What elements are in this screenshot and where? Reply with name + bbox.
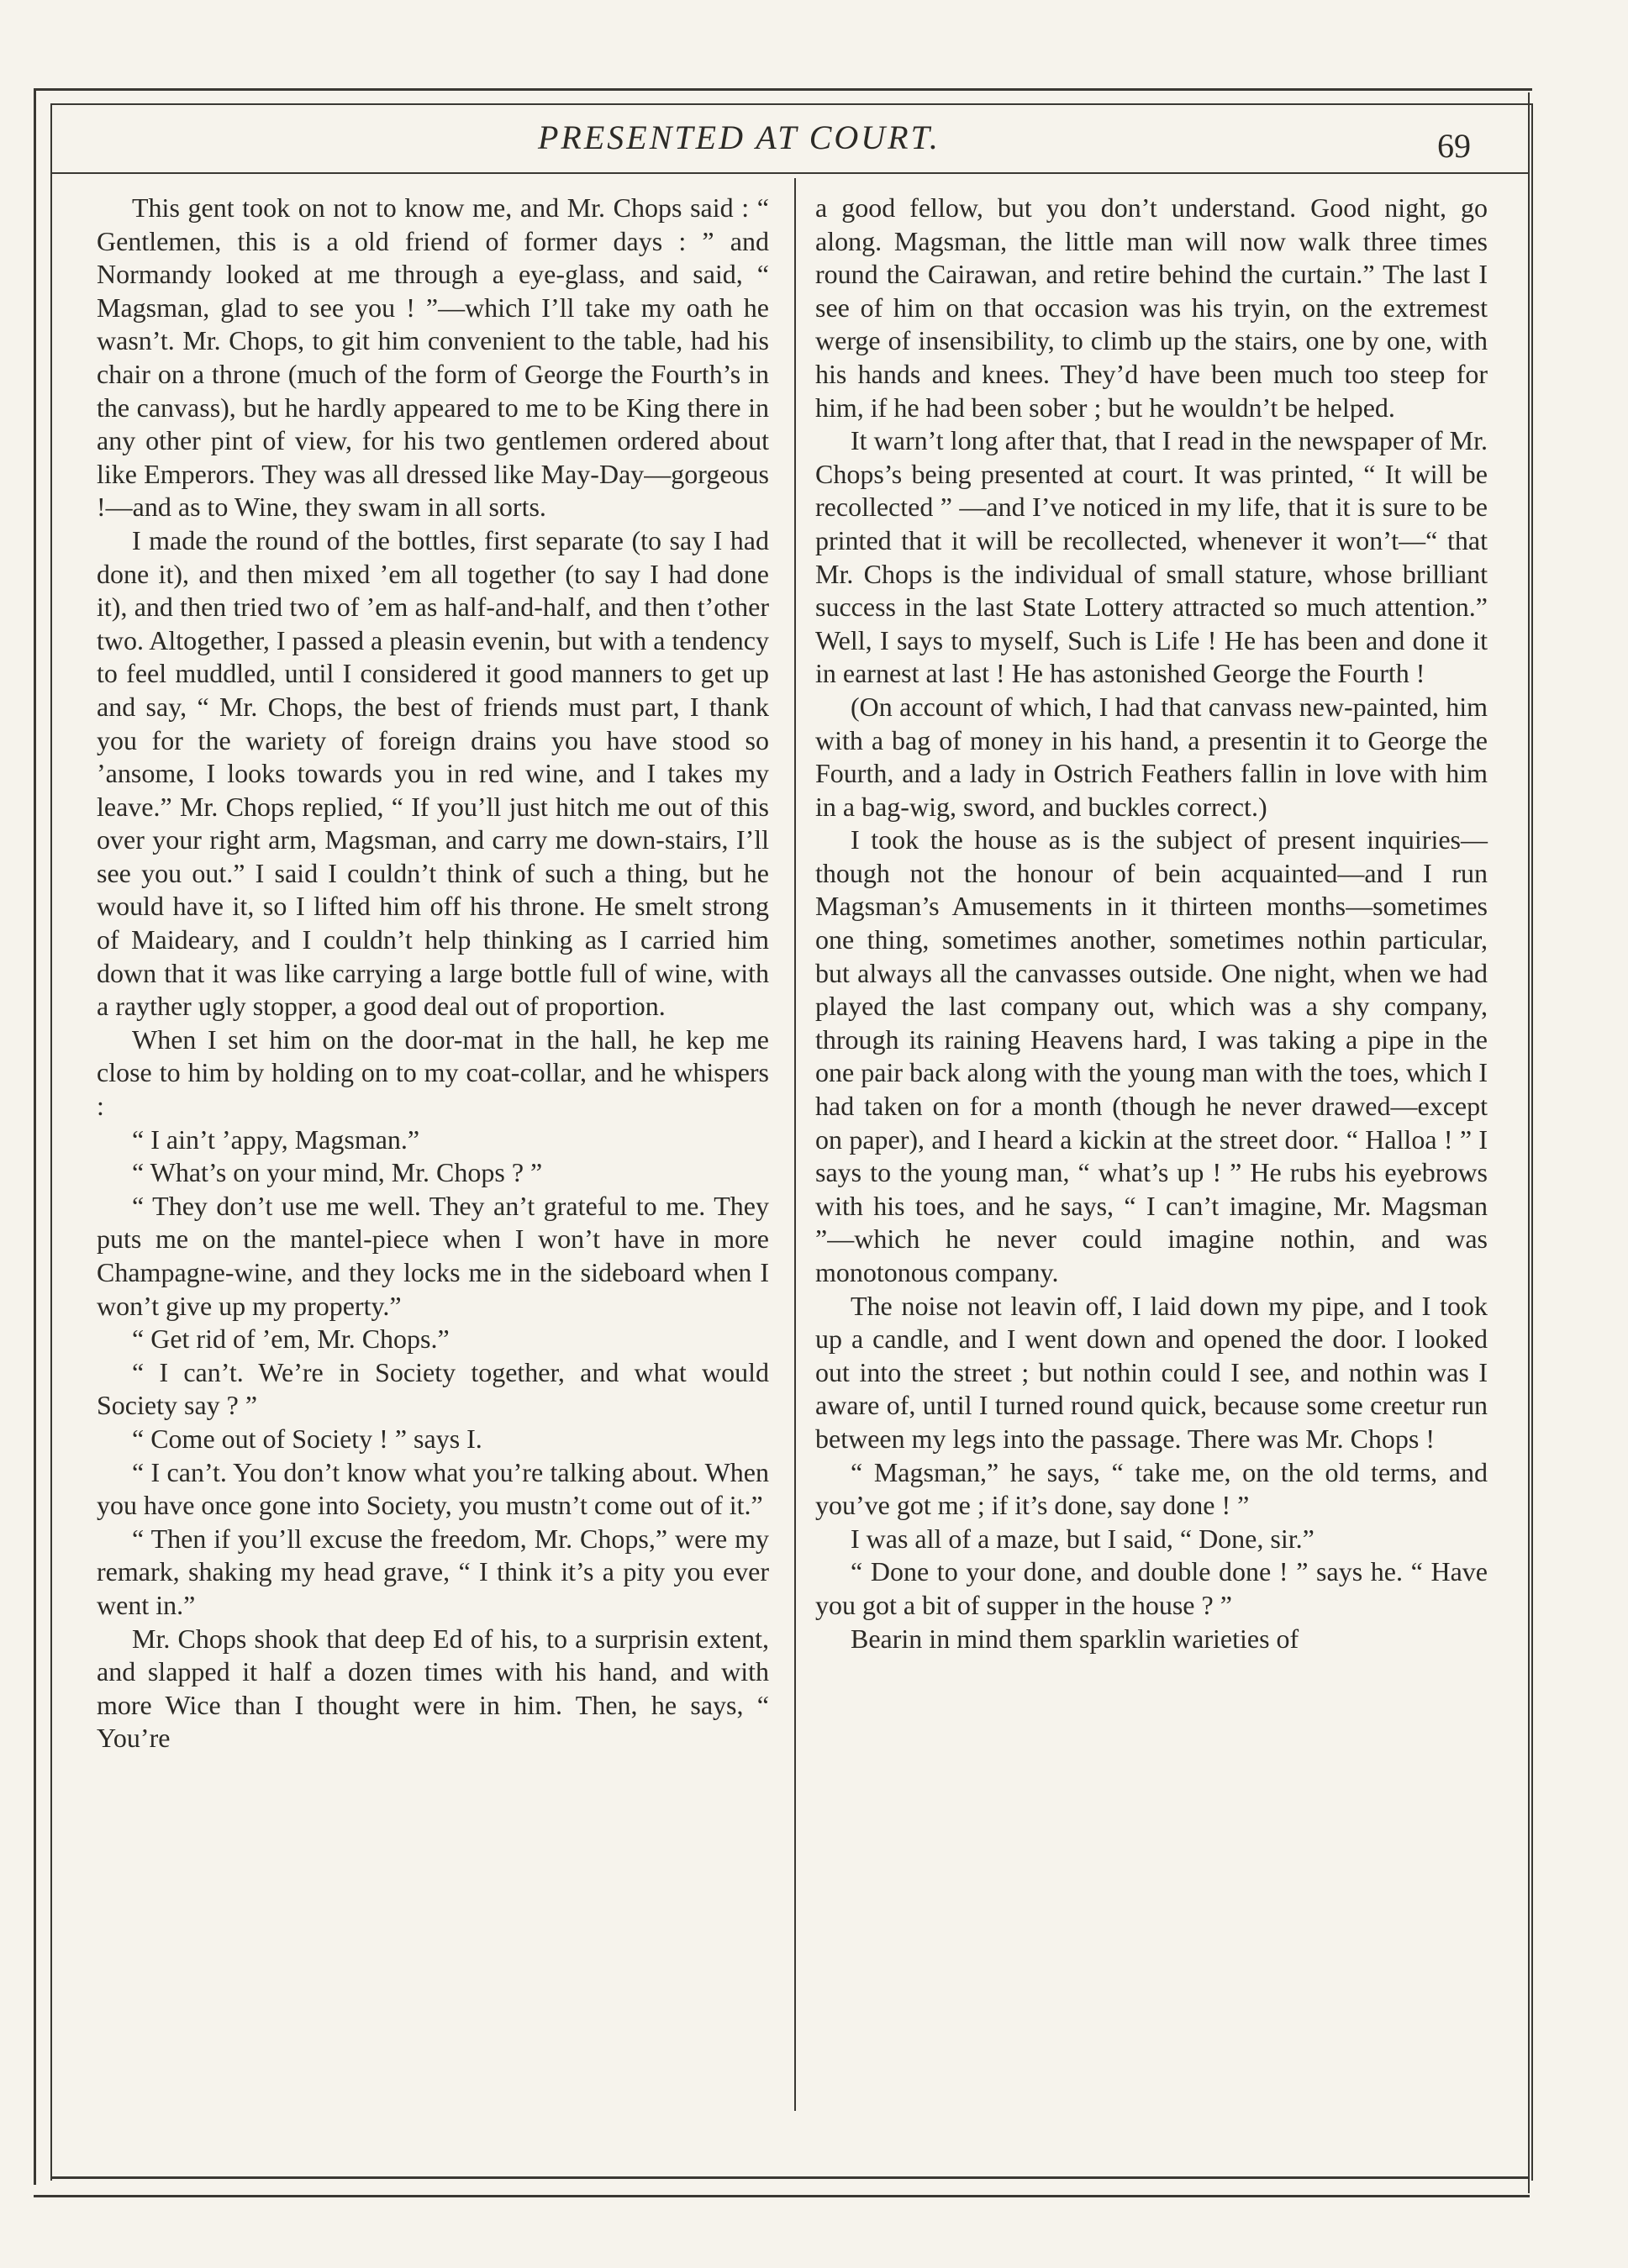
page-border-right: [1528, 92, 1530, 2193]
page-border-bottom-outer: [34, 2195, 1530, 2197]
paragraph: “ What’s on your mind, Mr. Chops ? ”: [132, 1157, 543, 1188]
paragraph: This gent took on not to know me, and Mr. Chops said : “ Gentlemen, this is a old friend of former days : ” and Normandy looked at me through a eye-glass, and said, “ Magsman, glad to see you ! ”—which I’ll take my oath he wasn’t. Mr. Chops, to git him convenient to the table, had his chair on a throne (much of the form of George the Fourth’s in the canvass), but he hardly appeared to me to be King there in any other pint of view, for his two gentlemen ordered about like Emperors. They was all dressed like May-Day—gorgeous !—and as to Wine, they swam in all sorts.: [97, 192, 769, 523]
paragraph: Mr. Chops shook that deep Ed of his, to a surprisin extent, and slapped it half a dozen times with his hand, and with more Wice than I thought were in him. Then, he says, “ You’re: [97, 1623, 769, 1754]
paragraph: “ I ain’t ’appy, Magsman.”: [132, 1123, 420, 1155]
page-number: 69: [1437, 127, 1471, 165]
paragraph: It warn’t long after that, that I read in the newspaper of Mr. Chops’s being presented at court. It was printed, “ It will be recollected ” —and I’ve noticed in my life, that it is sure to be printed that it will be recollected, whenever it won’t—“ that Mr. Chops is the individual of small stature, whose brilliant success in the last State Lottery attracted so much attention.” Well, I says to myself, Such is Life ! He has been and done it in earnest at last ! He has astonished George the Fourth !: [815, 425, 1488, 689]
paragraph: When I set him on the door-mat in the hall, he kep me close to him by holding on to my coat-collar, and he whispers :: [97, 1023, 769, 1122]
paragraph: I made the round of the bottles, first separate (to say I had done it), and then mixed ’em all together (to say I had done it), and then tried two of ’em as half-and-half, and then t’other two. Altogether, I passed a pleasin evenin, but with a tendency to feel muddled, until I considered it good manners to get up and say, “ Mr. Chops, the best of friends must part, I thank you for the wariety of foreign drains you have stood so ’ansome, I looks towards you in red wine, and I takes my leave.” Mr. Chops replied, “ If you’ll just hitch me out of this over your right arm, Magsman, and carry me down-stairs, I’ll see you out.” I said I couldn’t think of such a thing, but he would have it, so I lifted him off his throne. He smelt strong of Maideary, and I couldn’t help thinking as I carried him down that it was like carrying a large bottle full of wine, with a rayther ugly stopper, a good deal out of proportion.: [97, 524, 769, 1022]
running-title: PRESENTED AT COURT.: [538, 118, 940, 156]
left-column: [97, 192, 769, 1755]
paragraph: I was all of a maze, but I said, “ Done, sir.”: [851, 1523, 1315, 1554]
paragraph: “ Get rid of ’em, Mr. Chops.”: [132, 1323, 450, 1355]
paragraph: Bearin in mind them sparklin warieties of: [851, 1623, 1299, 1654]
paragraph: “ Done to your done, and double done ! ” says he. “ Have you got a bit of supper in the house ? ”: [815, 1556, 1488, 1620]
paragraph: “ I can’t. You don’t know what you’re talking about. When you have once gone into Society, you mustn’t come out of it.”: [97, 1456, 769, 1521]
paragraph: “ Magsman,” he says, “ take me, on the old terms, and you’ve got me ; if it’s done, say done ! ”: [815, 1456, 1488, 1521]
column-divider: [794, 178, 796, 2111]
paragraph: “ Then if you’ll excuse the freedom, Mr. Chops,” were my remark, shaking my head grave, “ I think it’s a pity you ever went in.”: [97, 1523, 769, 1620]
page-border-bottom-inner: [50, 2176, 1530, 2179]
paragraph: “ They don’t use me well. They an’t grateful to me. They puts me on the mantel-piece when I won’t have in more Champagne-wine, and they locks me in the sideboard when I won’t give up my property.”: [97, 1190, 769, 1321]
paragraph: (On account of which, I had that canvass new-painted, him with a bag of money in his hand, a presentin it to George the Fourth, and a lady in Ostrich Feathers fallin in love with him in a bag-wig, sword, and buckles correct.): [815, 691, 1488, 822]
paragraph: The noise not leavin off, I laid down my pipe, and I took up a candle, and I went down and opened the door. I looked out into the street ; but nothin could I see, and nothin was I aware of, until I turned round quick, because some creetur run between my legs into the passage. There was Mr. Chops !: [815, 1290, 1488, 1454]
paragraph: “ I can’t. We’re in Society together, and what would Society say ? ”: [97, 1356, 769, 1421]
right-column: [815, 192, 1488, 1655]
paragraph: “ Come out of Society ! ” says I.: [132, 1423, 482, 1454]
paragraph: I took the house as is the subject of present inquiries—though not the honour of bein acquainted—and I run Magsman’s Amusements in it thirteen months—sometimes one thing, sometimes another, sometimes nothin particular, but always all the canvasses outside. One night, when we had played the last company out, which was a shy company, through its raining Heavens hard, I was taking a pipe in the one pair back along with the young man with the toes, which I had taken on for a month (though he never drawed—except on paper), and I heard a kickin at the street door. “ Halloa ! ” I says to the young man, “ what’s up ! ” He rubs his eyebrows with his toes, and he says, “ I can’t imagine, Mr. Magsman ”—which he never could imagine nothin, and was monotonous company.: [815, 824, 1488, 1287]
header-rule: [50, 172, 1530, 174]
paragraph: a good fellow, but you don’t understand. Good night, go along. Magsman, the little man will now walk three times round the Cairawan, and retire behind the curtain.” The last I see of him on that occasion was his tryin, on the extremest werge of insensibility, to climb up the stairs, one by one, with his hands and knees. They’d have been much too steep for him, if he had been sober ; but he wouldn’t be helped.: [815, 192, 1488, 423]
